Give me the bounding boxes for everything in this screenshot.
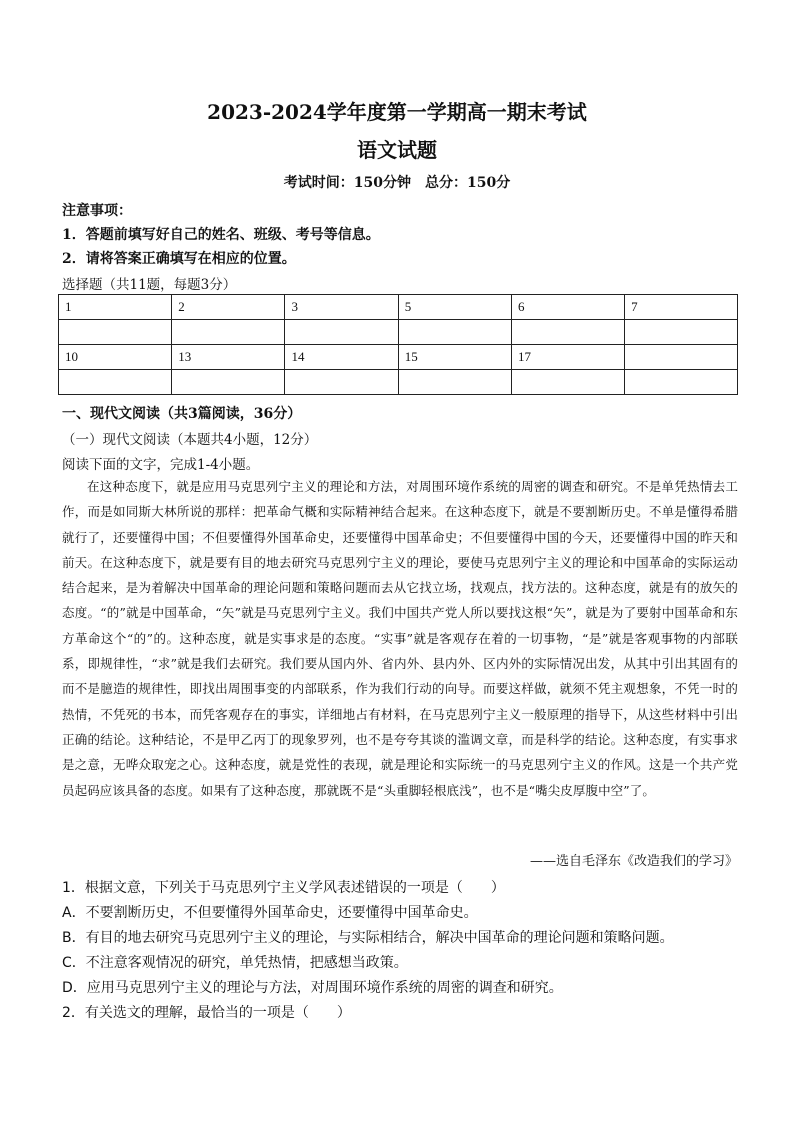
answer-box[interactable]	[172, 320, 285, 345]
answer-box[interactable]	[625, 370, 738, 395]
reading-instruction: 阅读下面的文字，完成1-4小题。	[62, 457, 260, 473]
answer-box[interactable]	[285, 370, 398, 395]
answer-grid-answer-row	[59, 370, 738, 395]
answer-grid-cell: 6	[511, 295, 624, 320]
answer-grid-cell	[625, 345, 738, 370]
answer-grid	[58, 294, 738, 395]
answer-box[interactable]	[285, 320, 398, 345]
notes-item-2: 2．请将答案正确填写在相应的位置。	[62, 251, 296, 267]
question-1-stem: 1．根据文意，下列关于马克思列宁主义学风表述错误的一项是（ ）	[62, 880, 505, 896]
answer-grid-answer-row	[59, 320, 738, 345]
exam-info: 考试时间：150分钟 总分：150分	[283, 175, 511, 191]
answer-grid-cell: 10	[59, 345, 172, 370]
answer-grid-cell: 17	[511, 345, 624, 370]
question-1-option-b: B．有目的地去研究马克思列宁主义的理论，与实际相结合，解决中国革命的理论问题和策略问题。	[62, 930, 674, 946]
passage-source: ——选自毛泽东《改造我们的学习》	[529, 854, 738, 869]
question-2-stem: 2．有关选文的理解，最恰当的一项是（ ）	[62, 1005, 351, 1021]
answer-grid-number-row	[59, 345, 738, 370]
answer-box[interactable]	[172, 370, 285, 395]
answer-box[interactable]	[398, 320, 511, 345]
answer-grid-cell: 2	[172, 295, 285, 320]
reading-passage	[62, 474, 738, 803]
answer-box[interactable]	[511, 320, 624, 345]
section-subheading: （一）现代文阅读（本题共4小题，12分）	[62, 432, 318, 448]
answer-box[interactable]	[59, 320, 172, 345]
question-1-option-d: D．应用马克思列宁主义的理论与方法，对周围环境作系统的周密的调查和研究。	[62, 980, 563, 996]
choice-caption: 选择题（共11题，每题3分）	[62, 277, 237, 293]
exam-subject: 语文试题	[357, 138, 437, 162]
answer-grid-cell: 7	[625, 295, 738, 320]
answer-grid-cell: 5	[398, 295, 511, 320]
notes-item-1: 1．答题前填写好自己的姓名、班级、考号等信息。	[62, 227, 380, 243]
answer-grid-number-row	[59, 295, 738, 320]
answer-box[interactable]	[398, 370, 511, 395]
notes-heading: 注意事项：	[62, 203, 132, 219]
answer-grid-cell: 1	[59, 295, 172, 320]
section-heading: 一、现代文阅读（共3篇阅读，36分）	[62, 406, 302, 422]
answer-grid-cell: 3	[285, 295, 398, 320]
answer-box[interactable]	[59, 370, 172, 395]
exam-title: 2023-2024学年度第一学期高一期末考试	[207, 100, 587, 124]
question-1-option-a: A．不要割断历史，不但要懂得外国革命史，还要懂得中国革命史。	[62, 905, 478, 921]
answer-box[interactable]	[625, 320, 738, 345]
answer-grid-cell: 13	[172, 345, 285, 370]
question-1-option-c: C．不注意客观情况的研究，单凭热情，把感想当政策。	[62, 955, 408, 971]
answer-grid-cell: 14	[285, 345, 398, 370]
passage-paragraph: 在这种态度下，就是应用马克思列宁主义的理论和方法，对周围环境作系统的周密的调查和研究。不是单凭热情去工作，而是如同斯大林所说的那样：把革命气概和实际精神结合起来。在这种态度下，就是不要割断历史。不单是懂得希腊就行了，还要懂得中国；不但要懂得外国革命史，还要懂得中国革命史；不但要懂得中国的今天，还要懂得中国的昨天和前天。在这种态度下，就是要有目的地去研究马克思列宁主义的理论，要使马克思列宁主义的理论和中国革命的实际运动结合起来，是为着解决中国革命的理论问题和策略问题而去从它找立场，找观点，找方法的。这种态度，就是有的放矢的态度。“的”就是中国革命，“矢”就是马克思列宁主义。我们中国共产党人所以要找这根“矢”，就是为了要射中国革命和东方革命这个“的”的。这种态度，就是实事求是的态度。“实事”就是客观存在着的一切事物，“是”就是客观事物的内部联系，即规律性，“求”就是我们去研究。我们要从国内外、省内外、县内外、区内外的实际情况出发，从其中引出其固有的而不是臆造的规律性，即找出周围事变的内部联系，作为我们行动的向导。而要这样做，就须不凭主观想象，不凭一时的热情，不凭死的书本，而凭客观存在的事实，详细地占有材料，在马克思列宁主义一般原理的指导下，从这些材料中引出正确的结论。这种结论，不是甲乙丙丁的现象罗列，也不是夸夸其谈的滥调文章，而是科学的结论。这种态度，有实事求是之意，无哗众取宠之心。这种态度，就是党性的表现，就是理论和实际统一的马克思列宁主义的作风。这是一个共产党员起码应该具备的态度。如果有了这种态度，那就既不是“头重脚轻根底浅”，也不是“嘴尖皮厚腹中空”了。	[62, 479, 738, 798]
answer-box[interactable]	[511, 370, 624, 395]
answer-grid-cell: 15	[398, 345, 511, 370]
